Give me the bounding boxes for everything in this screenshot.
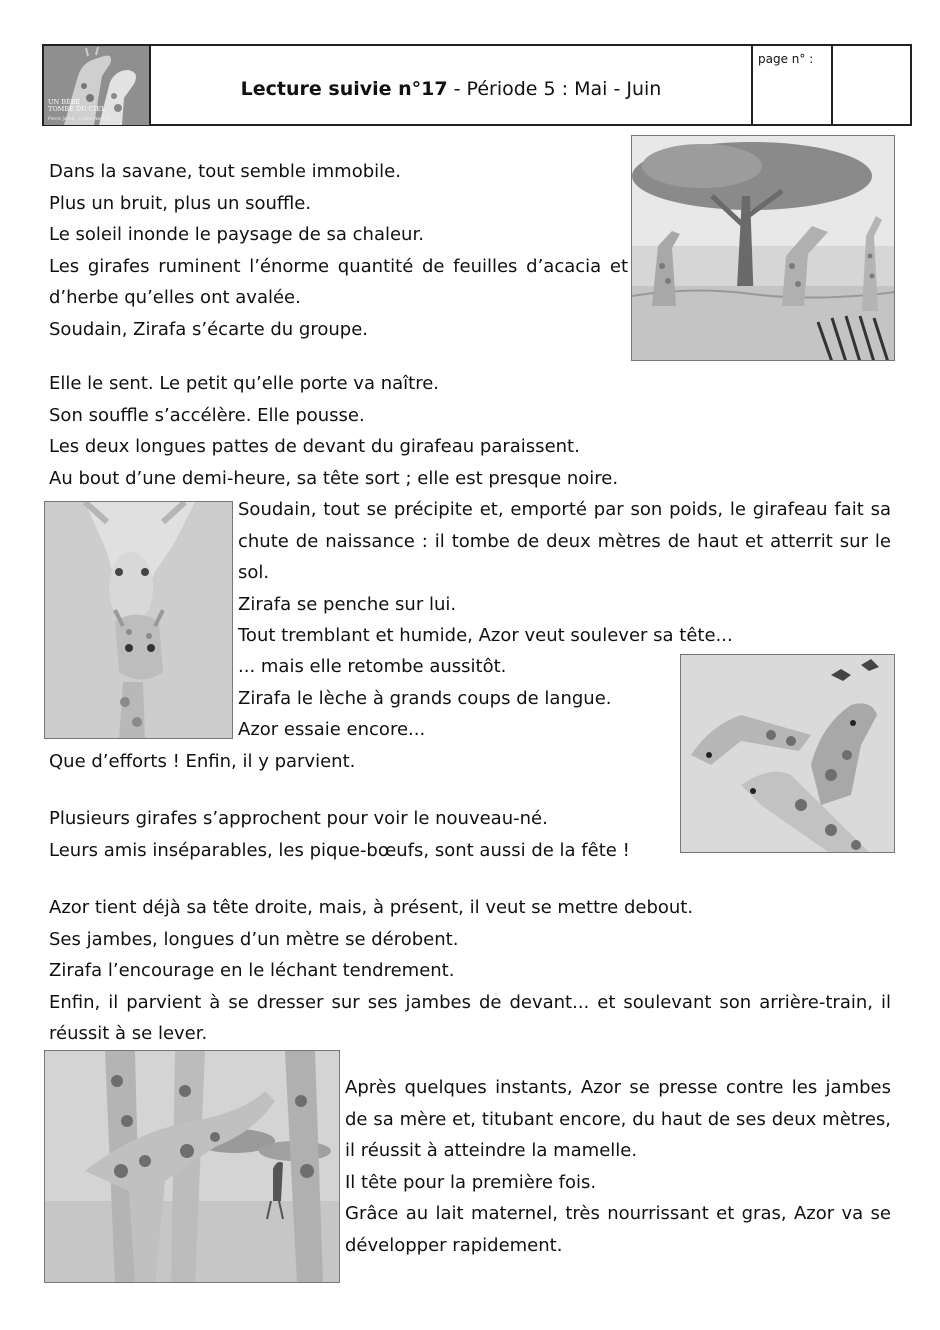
text-line: ... mais elle retombe aussitôt.	[238, 656, 507, 677]
text-line: Les deux longues pattes de devant du girafeau paraissent.	[49, 436, 580, 457]
mother-baby-giraffe-icon	[45, 502, 233, 739]
text-line: Plus un bruit, plus un souffle.	[49, 192, 312, 214]
text-line: Zirafa l’encourage en le léchant tendrement.	[49, 960, 455, 981]
text-line: Le soleil inonde le paysage de sa chaleur.	[49, 224, 424, 245]
text-line: Que d’efforts ! Enfin, il y parvient.	[49, 751, 356, 772]
title-bold: Lecture suivie n°17	[240, 78, 448, 100]
title-period: - Période 5 : Mai - Juin	[447, 78, 662, 100]
logo-title: UN BÉBÉ TOMBÉ DU CIEL	[48, 98, 106, 113]
giraffe-heads-illustration	[680, 654, 895, 853]
text-line: Zirafa le lèche à grands coups de langue.	[238, 687, 612, 709]
text-line: Soudain, tout se précipite et, emporté par son poids, le girafeau fait sa chute de naissance : il tombe de deux mètres de haut et atterrit sur le sol.	[238, 499, 891, 583]
text-line: Elle le sent. Le petit qu’elle porte va naître.	[49, 373, 439, 394]
paragraph-lick	[238, 651, 678, 746]
text-line: Azor essaie encore...	[238, 719, 426, 740]
paragraph-fall	[238, 494, 891, 652]
logo-authors: Pierre Jacob · Céline Nesbitt	[48, 117, 111, 122]
text-line: Dans la savane, tout semble immobile.	[49, 161, 401, 182]
savanna-illustration	[631, 135, 895, 361]
paragraph-birth	[49, 368, 879, 494]
nursing-illustration	[44, 1050, 340, 1283]
giraffe-logo-icon	[44, 46, 151, 125]
book-cover-logo	[44, 46, 151, 125]
giraffe-heads-oxpecker-icon	[681, 655, 895, 853]
acacia-giraffes-icon	[632, 136, 895, 361]
text-line: Les girafes ruminent l’énorme quantité de feuilles d’acacia et d’herbe qu’elles ont avalée.	[49, 255, 628, 308]
paragraph-success	[49, 746, 669, 778]
text-line: Son souffle s’accélère. Elle pousse.	[49, 404, 365, 426]
paragraph-savanna	[49, 156, 628, 345]
nursing-giraffe-icon	[45, 1051, 340, 1283]
text-line: Au bout d’une demi-heure, sa tête sort ; elle est presque noire.	[49, 467, 619, 489]
page-title	[153, 78, 749, 100]
text-line: Ses jambes, longues d’un mètre se dérobent.	[49, 928, 459, 950]
paragraph-nursing	[345, 1072, 891, 1261]
text-line: Soudain, Zirafa s’écarte du groupe.	[49, 318, 368, 340]
text-line: Plusieurs girafes s’approchent pour voir le nouveau-né.	[49, 808, 548, 829]
paragraph-standing	[49, 892, 891, 1050]
text-line: Zirafa se penche sur lui.	[238, 593, 457, 615]
text-line: Après quelques instants, Azor se presse contre les jambes de sa mère et, titubant encore, du haut de ses deux mètres, il réussit à atteindre la mamelle.	[345, 1077, 891, 1161]
mother-baby-illustration	[44, 501, 233, 739]
page-number-label: page n° :	[758, 52, 814, 66]
text-line: Enfin, il parvient à se dresser sur ses jambes de devant... et soulevant son arrière-train, il réussit à se lever.	[49, 991, 891, 1044]
text-line: Tout tremblant et humide, Azor veut soulever sa tête...	[238, 625, 733, 646]
paragraph-friends	[49, 803, 679, 866]
text-line: Grâce au lait maternel, très nourrissant et gras, Azor va se développer rapidement.	[345, 1203, 891, 1256]
text-line: Il tête pour la première fois.	[345, 1171, 597, 1193]
text-line: Azor tient déjà sa tête droite, mais, à présent, il veut se mettre debout.	[49, 897, 694, 918]
text-line: Leurs amis inséparables, les pique-bœufs, sont aussi de la fête !	[49, 839, 630, 861]
